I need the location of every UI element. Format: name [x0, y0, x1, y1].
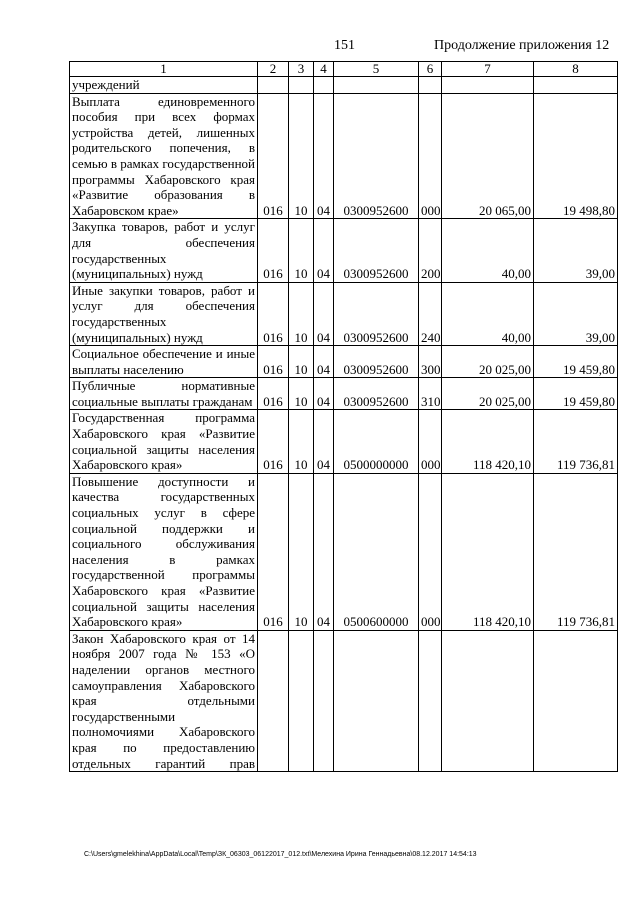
cell-target-article: 0300952600	[334, 346, 419, 378]
cell-expense-type: 310	[419, 378, 442, 410]
cell-ved: 016	[258, 378, 289, 410]
column-header: 7	[442, 62, 534, 77]
cell-sum-year1: 20 025,00	[442, 378, 534, 410]
cell-sum-year2: 39,00	[534, 219, 618, 282]
cell-sum-year1: 118 420,10	[442, 473, 534, 630]
table-row	[70, 346, 618, 378]
cell-sum-year2: 39,00	[534, 282, 618, 345]
cell-sum-year2: 19 498,80	[534, 93, 618, 219]
cell-target-article	[334, 77, 419, 94]
cell-target-article: 0500600000	[334, 473, 419, 630]
row-name: учреждений	[70, 77, 258, 94]
budget-table	[69, 61, 618, 772]
cell-sum-year2: 19 459,80	[534, 346, 618, 378]
column-header: 3	[289, 62, 314, 77]
cell-ved: 016	[258, 282, 289, 345]
cell-subsection: 04	[314, 93, 334, 219]
cell-expense-type	[419, 630, 442, 771]
page-number: 151	[334, 38, 355, 53]
row-name: Закон Хабаровского края от 14 ноября 2007 года № 153 «О наделении органов местного самоуправления Хабаровского края отдельными государственными полномочиями Хабаровского края по предоставлению отдельных гарантий прав	[70, 630, 258, 771]
cell-expense-type: 000	[419, 93, 442, 219]
cell-expense-type	[419, 77, 442, 94]
cell-sum-year2: 19 459,80	[534, 378, 618, 410]
cell-sum-year1: 40,00	[442, 282, 534, 345]
table-row	[70, 378, 618, 410]
table-row	[70, 473, 618, 630]
cell-subsection	[314, 77, 334, 94]
cell-sum-year1	[442, 630, 534, 771]
cell-sum-year1: 118 420,10	[442, 410, 534, 473]
cell-subsection: 04	[314, 378, 334, 410]
cell-section: 10	[289, 346, 314, 378]
cell-target-article: 0500000000	[334, 410, 419, 473]
table-row	[70, 219, 618, 282]
table-row	[70, 282, 618, 345]
cell-expense-type: 200	[419, 219, 442, 282]
cell-ved	[258, 630, 289, 771]
row-name: Государственная программа Хабаровского края «Развитие социальной защиты населения Хабаровского края»	[70, 410, 258, 473]
cell-section	[289, 77, 314, 94]
row-name: Публичные нормативные социальные выплаты гражданам	[70, 378, 258, 410]
cell-sum-year1: 20 065,00	[442, 93, 534, 219]
appendix-continuation-note: Продолжение приложения 12	[434, 38, 610, 53]
cell-sum-year1: 20 025,00	[442, 346, 534, 378]
column-header: 8	[534, 62, 618, 77]
table-row	[70, 630, 618, 771]
column-header: 5	[334, 62, 419, 77]
column-number-row	[70, 62, 618, 77]
cell-expense-type: 300	[419, 346, 442, 378]
cell-ved: 016	[258, 219, 289, 282]
cell-ved: 016	[258, 410, 289, 473]
cell-expense-type: 000	[419, 410, 442, 473]
cell-subsection: 04	[314, 346, 334, 378]
cell-ved: 016	[258, 473, 289, 630]
cell-target-article: 0300952600	[334, 282, 419, 345]
cell-subsection	[314, 630, 334, 771]
cell-subsection: 04	[314, 282, 334, 345]
cell-sum-year1	[442, 77, 534, 94]
cell-sum-year2	[534, 77, 618, 94]
column-header: 1	[70, 62, 258, 77]
cell-section: 10	[289, 473, 314, 630]
column-header: 4	[314, 62, 334, 77]
cell-subsection: 04	[314, 473, 334, 630]
cell-subsection: 04	[314, 219, 334, 282]
row-name: Выплата единовременного пособия при всех формах устройства детей, лишенных родительского попечения, в семью в рамках государственной программы Хабаровского края «Развитие образования в Хабаровском крае»	[70, 93, 258, 219]
file-path-footer: C:\Users\gmelekhina\AppData\Local\Temp\ЗК_06303_06122017_012.txt\Мелехина Ирина Геннадьевна\08.12.2017 14:54:13	[84, 851, 477, 858]
cell-expense-type: 240	[419, 282, 442, 345]
cell-section: 10	[289, 282, 314, 345]
cell-target-article: 0300952600	[334, 93, 419, 219]
cell-sum-year1: 40,00	[442, 219, 534, 282]
cell-target-article: 0300952600	[334, 378, 419, 410]
cell-sum-year2: 119 736,81	[534, 473, 618, 630]
column-header: 6	[419, 62, 442, 77]
column-header: 2	[258, 62, 289, 77]
cell-section: 10	[289, 219, 314, 282]
cell-subsection: 04	[314, 410, 334, 473]
table-row	[70, 77, 618, 94]
cell-section	[289, 630, 314, 771]
cell-ved: 016	[258, 93, 289, 219]
table-row	[70, 410, 618, 473]
cell-section: 10	[289, 378, 314, 410]
cell-target-article	[334, 630, 419, 771]
cell-sum-year2: 119 736,81	[534, 410, 618, 473]
cell-ved: 016	[258, 346, 289, 378]
cell-ved	[258, 77, 289, 94]
cell-expense-type: 000	[419, 473, 442, 630]
cell-target-article: 0300952600	[334, 219, 419, 282]
cell-sum-year2	[534, 630, 618, 771]
row-name: Иные закупки товаров, работ и услуг для обеспечения государственных (муниципальных) нужд	[70, 282, 258, 345]
table-row	[70, 93, 618, 219]
cell-section: 10	[289, 93, 314, 219]
cell-section: 10	[289, 410, 314, 473]
row-name: Социальное обеспечение и иные выплаты населению	[70, 346, 258, 378]
row-name: Закупка товаров, работ и услуг для обеспечения государственных (муниципальных) нужд	[70, 219, 258, 282]
row-name: Повышение доступности и качества государственных социальных услуг в сфере социальной поддержки и социального обслуживания населения в рамках государственной программы Хабаровского края «Развитие социальной защиты населения Хабаровского края»	[70, 473, 258, 630]
